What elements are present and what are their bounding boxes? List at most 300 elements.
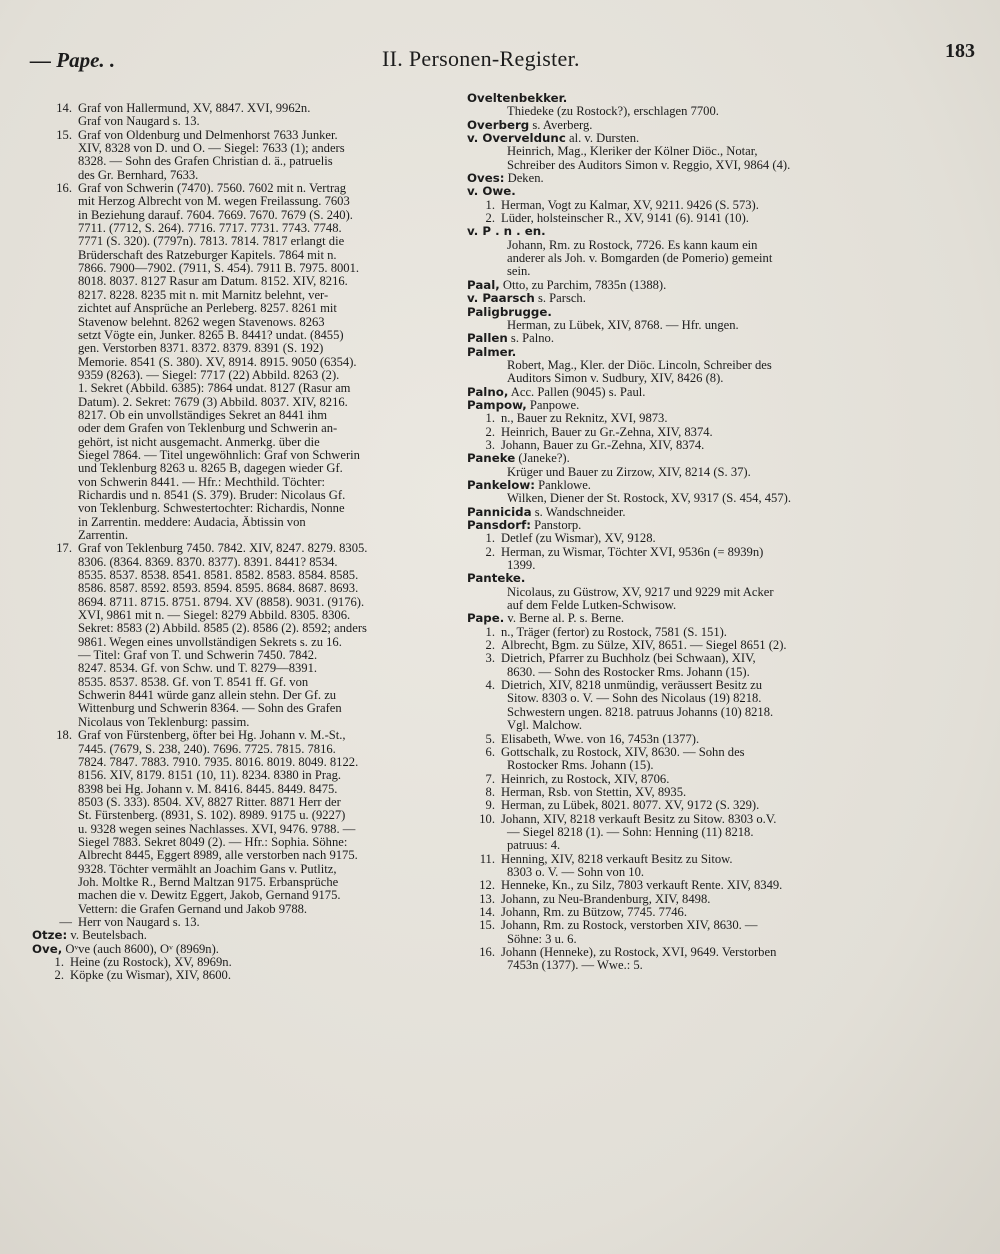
surname-text: v. Beutelsbach. bbox=[67, 929, 147, 943]
surname-line bbox=[467, 572, 889, 585]
surname-entry bbox=[467, 225, 889, 278]
entry-text: 7771 (S. 320). (7797n). 7813. 7814. 7817 erlangt die bbox=[78, 235, 345, 249]
entry-text: 8503 (S. 333). 8504. XV, 8827 Ritter. 8871 Herr der bbox=[78, 795, 341, 809]
surname-text: Oᵛve (auch 8600), Oᵛ (8969n). bbox=[62, 942, 219, 956]
numbered-item bbox=[467, 412, 889, 425]
entry-text: Memorie. 8541 (S. 380). XV, 8914. 8915. 9050 (6354). bbox=[78, 355, 357, 369]
surname-entry bbox=[467, 332, 889, 345]
numbered-item bbox=[467, 879, 889, 892]
item-number: 9. bbox=[485, 799, 495, 813]
surname-entry bbox=[467, 172, 889, 185]
entry-line bbox=[32, 756, 460, 769]
surname-heading: v. P . n . en. bbox=[467, 225, 546, 239]
surname-text: s. Parsch. bbox=[534, 292, 586, 306]
entry-line bbox=[32, 823, 460, 836]
entry-text: — Titel: Graf von T. und Schwerin 7450. 7842. bbox=[78, 649, 318, 663]
item-number: 12. bbox=[479, 879, 495, 893]
entry-text: Schwerin 8441 würde ganz allein stehn. Der Gf. zu bbox=[78, 689, 337, 703]
register-entry bbox=[32, 916, 460, 929]
surname-heading: Paal, bbox=[467, 278, 500, 292]
entry-number: 15. bbox=[56, 128, 72, 142]
entry-number: 17. bbox=[56, 542, 72, 556]
entry-line bbox=[32, 102, 460, 115]
surname-line bbox=[467, 332, 889, 345]
item-number: 6. bbox=[485, 745, 495, 759]
item-text: Sitow. 8303 o. V. — Sohn des Nicolaus (19) 8218. bbox=[507, 692, 762, 706]
entry-line: Schreiber des Auditors Simon v. Reggio, XVI, 9864 (4). bbox=[507, 158, 791, 172]
entry-text: Datum). 2. Sekret: 7679 (3) Abbild. 8037. XIV, 8216. bbox=[78, 395, 348, 409]
entry-line bbox=[32, 302, 460, 315]
item-number: 4. bbox=[485, 679, 495, 693]
entry-text: machen die v. Dewitz Eggert, Jakob, Gernand 9175. bbox=[78, 889, 341, 903]
entry-text: setzt Vögte ein, Junker. 8265 B. 8441? undat. (8455) bbox=[78, 328, 344, 342]
entry-line bbox=[32, 329, 460, 342]
item-text: Schwestern ungen. 8218. patruus Johanns (10) 8218. bbox=[507, 705, 774, 719]
entry-text: 8217. Ob ein unvollständiges Sekret an 8441 ihm bbox=[78, 408, 328, 422]
entry-number: — bbox=[59, 915, 72, 929]
item-number: 5. bbox=[485, 732, 495, 746]
item-text: patruus: 4. bbox=[507, 839, 561, 853]
entry-text: 8306. (8364. 8369. 8370. 8377). 8391. 8441? 8534. bbox=[78, 555, 338, 569]
page-header bbox=[30, 40, 975, 76]
numbered-item bbox=[467, 679, 889, 692]
surname-line bbox=[467, 225, 889, 238]
entry-line bbox=[32, 289, 460, 302]
surname-line bbox=[467, 92, 889, 105]
entry-text: Zarrentin. bbox=[78, 529, 128, 542]
item-text: Lüder, holsteinscher R., XV, 9141 (6). 9141 (10). bbox=[501, 212, 749, 226]
numbered-item bbox=[32, 969, 460, 982]
surname-entry bbox=[467, 292, 889, 305]
numbered-item bbox=[467, 532, 889, 545]
surname-heading: Pankelow: bbox=[467, 478, 535, 492]
surname-text: v. Berne al. P. s. Berne. bbox=[504, 612, 625, 626]
left-column bbox=[32, 102, 460, 983]
entry-text: 8694. 8711. 8715. 8751. 8794. XV (8858). 9031. (9176). bbox=[78, 595, 365, 609]
item-text: Herman, zu Lübek, 8021. 8077. XV, 9172 (S. 329). bbox=[501, 799, 760, 813]
running-head: — Pape. . bbox=[30, 48, 116, 72]
entry-line: Wilken, Diener der St. Rostock, XV, 9317 (S. 454, 457). bbox=[507, 492, 791, 506]
surname-line bbox=[467, 386, 889, 399]
surname-text: (Janeke?). bbox=[515, 452, 570, 466]
register-entry bbox=[32, 542, 460, 729]
surname-text: Panstorp. bbox=[530, 519, 582, 532]
item-text: Johann (Henneke), zu Rostock, XVI, 9649. Verstorben bbox=[501, 946, 777, 959]
surname-line bbox=[467, 172, 889, 185]
numbered-item bbox=[467, 626, 889, 639]
entry-line: Auditors Simon v. Sudbury, XIV, 8426 (8). bbox=[507, 372, 724, 386]
entry-text: Graf von Oldenburg und Delmenhorst 7633 Junker. bbox=[78, 128, 338, 142]
entry-line bbox=[32, 716, 460, 729]
item-text: Johann, Rm. zu Bützow, 7745. 7746. bbox=[501, 905, 687, 919]
entry-text: mit Herzog Albrecht von M. wegen Freilassung. 7603 bbox=[78, 195, 350, 209]
entry-line: auf dem Felde Lutken-Schwisow. bbox=[507, 599, 677, 613]
numbered-item bbox=[467, 826, 889, 839]
entry-text: gen. Verstorben 8371. 8372. 8379. 8391 (S. 192) bbox=[78, 342, 324, 356]
item-number: 2. bbox=[485, 212, 495, 226]
numbered-item bbox=[467, 639, 889, 652]
item-number: 14. bbox=[479, 905, 495, 919]
surname-entry bbox=[467, 572, 889, 612]
entry-line bbox=[32, 569, 460, 582]
numbered-item bbox=[467, 759, 889, 772]
entry-line bbox=[32, 582, 460, 595]
item-text: Johann, zu Neu-Brandenburg, XIV, 8498. bbox=[501, 892, 711, 906]
numbered-item bbox=[467, 853, 889, 866]
surname-line bbox=[467, 506, 889, 519]
surname-line bbox=[467, 279, 889, 292]
surname-heading: Oves: bbox=[467, 172, 505, 186]
entry-line: Thiedeke (zu Rostock?), erschlagen 7700. bbox=[507, 105, 719, 119]
numbered-item bbox=[467, 919, 889, 932]
numbered-item bbox=[467, 946, 889, 959]
entry-text: Graf von Schwerin (7470). 7560. 7602 mit n. Vertrag bbox=[78, 182, 347, 196]
entry-line bbox=[32, 529, 460, 542]
entry-line bbox=[32, 596, 460, 609]
surname-heading: Palno, bbox=[467, 385, 509, 399]
item-text: — Siegel 8218 (1). — Sohn: Henning (11) 8218. bbox=[507, 825, 754, 839]
surname-line bbox=[467, 612, 889, 625]
surname-text: al. v. Dursten. bbox=[565, 132, 640, 146]
entry-line bbox=[32, 422, 460, 435]
entry-line bbox=[32, 169, 460, 182]
entry-line bbox=[32, 702, 460, 715]
entry-line bbox=[32, 676, 460, 689]
numbered-item bbox=[467, 866, 889, 879]
entry-line bbox=[32, 622, 460, 635]
surname-heading: v. Owe. bbox=[467, 185, 516, 199]
entry-text: des Gr. Bernhard, 7633. bbox=[78, 168, 199, 182]
item-number: 13. bbox=[479, 892, 495, 906]
entry-text: XVI, 9861 mit n. — Siegel: 8279 Abbild. 8305. 8306. bbox=[78, 609, 351, 623]
entry-line bbox=[32, 356, 460, 369]
numbered-item bbox=[467, 439, 889, 452]
item-number: 3. bbox=[485, 652, 495, 666]
entry-text: Albrecht 8445, Eggert 8989, alle verstorben nach 9175. bbox=[78, 849, 358, 863]
surname-entry bbox=[467, 452, 889, 479]
entry-line bbox=[32, 489, 460, 502]
item-text: Henneke, Kn., zu Silz, 7803 verkauft Rente. XIV, 8349. bbox=[501, 879, 783, 893]
right-column bbox=[467, 92, 889, 973]
page-number: 183 bbox=[945, 40, 975, 62]
entry-text: Brüderschaft des Ratzeburger Kapitels. 7864 mit n. bbox=[78, 248, 337, 262]
entry-text: oder dem Grafen von Teklenburg und Schwerin an- bbox=[78, 422, 338, 436]
entry-text: u. 9328 wegen seines Nachlasses. XVI, 9476. 9788. — bbox=[78, 822, 356, 836]
surname-entry bbox=[32, 943, 460, 956]
entry-line bbox=[32, 796, 460, 809]
surname-heading: v. Overveldunc bbox=[467, 132, 566, 146]
entry-line bbox=[32, 209, 460, 222]
entry-line bbox=[32, 222, 460, 235]
item-number: 1. bbox=[54, 956, 64, 969]
entry-line bbox=[32, 369, 460, 382]
surname-line bbox=[467, 185, 889, 198]
item-number: 7. bbox=[485, 772, 495, 786]
numbered-item bbox=[467, 933, 889, 946]
surname-entry bbox=[467, 119, 889, 132]
surname-entry bbox=[467, 506, 889, 519]
surname-heading: v. Paarsch bbox=[467, 292, 535, 306]
entry-text: 8156. XIV, 8179. 8151 (10, 11). 8234. 8380 in Prag. bbox=[78, 769, 342, 783]
entry-text: von Schwerin 8441. — Hfr.: Mechthild. Töchter: bbox=[78, 475, 326, 489]
entry-text: 8535. 8537. 8538. 8541. 8581. 8582. 8583. 8584. 8585. bbox=[78, 569, 359, 583]
entry-text: 7824. 7847. 7883. 7910. 7935. 8016. 8019. 8049. 8122. bbox=[78, 755, 359, 769]
entry-text: Graf von Teklenburg 7450. 7842. XIV, 8247. 8279. 8305. bbox=[78, 542, 368, 556]
entry-text: Vettern: die Grafen Gernand und Jakob 9788. bbox=[78, 902, 308, 916]
entry-line: sein. bbox=[507, 265, 531, 279]
entry-line bbox=[32, 876, 460, 889]
register-entry bbox=[32, 729, 460, 916]
numbered-item bbox=[467, 786, 889, 799]
entry-line bbox=[32, 396, 460, 409]
entry-line: Heinrich, Mag., Kleriker der Kölner Diöc., Notar, bbox=[507, 145, 758, 159]
surname-line bbox=[467, 519, 889, 532]
surname-text: Panpowe. bbox=[526, 398, 580, 412]
entry-line bbox=[32, 462, 460, 475]
entry-line bbox=[32, 342, 460, 355]
item-number: 1. bbox=[485, 412, 495, 426]
entry-text: Sekret: 8583 (2) Abbild. 8585 (2). 8586 (2). 8592; anders bbox=[78, 622, 367, 636]
entry-text: Herr von Naugard s. 13. bbox=[78, 915, 200, 929]
register-entry bbox=[32, 102, 460, 129]
entry-number: 14. bbox=[56, 102, 72, 115]
surname-entry bbox=[467, 185, 889, 225]
entry-text: in Beziehung darauf. 7604. 7669. 7670. 7679 (S. 240). bbox=[78, 208, 353, 222]
item-number: 15. bbox=[479, 919, 495, 933]
entry-line bbox=[32, 743, 460, 756]
entry-line bbox=[32, 449, 460, 462]
entry-line bbox=[32, 182, 460, 195]
surname-heading: Pampow, bbox=[467, 398, 527, 412]
entry-line bbox=[32, 249, 460, 262]
item-text: Herman, Vogt zu Kalmar, XV, 9211. 9426 (S. 573). bbox=[501, 198, 759, 212]
item-text: Herman, Rsb. von Stettin, XV, 8935. bbox=[501, 785, 687, 799]
item-number: 11. bbox=[479, 852, 495, 866]
item-text: Köpke (zu Wismar), XIV, 8600. bbox=[70, 969, 231, 983]
entry-line bbox=[32, 316, 460, 329]
entry-text: 9861. Wegen eines unvollständigen Sekrets s. zu 16. bbox=[78, 635, 342, 649]
entry-line bbox=[32, 155, 460, 168]
item-text: n., Träger (fertor) zu Rostock, 7581 (S. 151). bbox=[501, 625, 727, 639]
numbered-item bbox=[467, 559, 889, 572]
item-number: 2. bbox=[485, 545, 495, 559]
item-text: Johann, Bauer zu Gr.-Zehna, XIV, 8374. bbox=[501, 438, 705, 452]
item-text: n., Bauer zu Reknitz, XVI, 9873. bbox=[501, 412, 668, 426]
item-text: Rostocker Rms. Johann (15). bbox=[507, 759, 654, 773]
item-text: Heinrich, Bauer zu Gr.-Zehna, XIV, 8374. bbox=[501, 425, 713, 439]
entry-text: 8398 bei Hg. Johann v. M. 8416. 8445. 8449. 8475. bbox=[78, 782, 338, 796]
entry-text: zichtet auf Ansprüche an Perleberg. 8257. 8261 mit bbox=[78, 302, 337, 316]
surname-heading: Pannicida bbox=[467, 505, 532, 519]
entry-number: 18. bbox=[56, 729, 72, 743]
item-number: 2. bbox=[485, 639, 495, 653]
entry-text: gehört, ist nicht ausgemacht. Anmerkg. über die bbox=[78, 435, 320, 449]
surname-line bbox=[467, 306, 889, 319]
item-text: Dietrich, XIV, 8218 unmündig, veräussert Besitz zu bbox=[501, 679, 763, 693]
entry-line bbox=[32, 436, 460, 449]
item-text: Söhne: 3 u. 6. bbox=[507, 932, 577, 946]
entry-text: 8535. 8537. 8538. Gf. von T. 8541 ff. Gf. von bbox=[78, 675, 309, 689]
item-text: Herman, zu Wismar, Töchter XVI, 9536n (= 8939n) bbox=[501, 545, 764, 559]
entry-number: 16. bbox=[56, 182, 72, 196]
surname-text: Panklowe. bbox=[534, 478, 591, 492]
numbered-item bbox=[467, 799, 889, 812]
surname-heading: Palmer. bbox=[467, 345, 517, 359]
entry-text: Nicolaus von Teklenburg: passim. bbox=[78, 715, 250, 729]
item-text: Elisabeth, Wwe. von 16, 7453n (1377). bbox=[501, 732, 700, 746]
entry-line: Herman, zu Lübek, XIV, 8768. — Hfr. ungen. bbox=[507, 318, 739, 332]
surname-entry bbox=[32, 929, 460, 942]
entry-text: 7866. 7900—7902. (7911, S. 454). 7911 B. 7975. 8001. bbox=[78, 262, 360, 276]
surname-heading: Paligbrugge. bbox=[467, 305, 552, 319]
entry-line bbox=[32, 809, 460, 822]
entry-line bbox=[32, 889, 460, 902]
entry-line bbox=[32, 115, 460, 128]
surname-text: Otto, zu Parchim, 7835n (1388). bbox=[499, 278, 667, 292]
item-number: 3. bbox=[485, 438, 495, 452]
item-text: Henning, XIV, 8218 verkauft Besitz zu Sitow. bbox=[501, 852, 733, 866]
numbered-item bbox=[467, 212, 889, 225]
entry-line bbox=[32, 129, 460, 142]
surname-entry bbox=[467, 479, 889, 506]
numbered-item bbox=[467, 719, 889, 732]
entry-line bbox=[32, 662, 460, 675]
numbered-item bbox=[467, 773, 889, 786]
entry-text: 8217. 8228. 8235 mit n. mit Marnitz belehnt, ver- bbox=[78, 288, 329, 302]
entry-text: 9328. Töchter vermählt an Joachim Gans v. Putlitz, bbox=[78, 862, 337, 876]
entry-text: 8018. 8037. 8127 Rasur am Datum. 8152. XIV, 8216. bbox=[78, 275, 348, 289]
item-number: 10. bbox=[479, 812, 495, 826]
item-number: 16. bbox=[479, 946, 495, 959]
entry-line bbox=[32, 556, 460, 569]
surname-line bbox=[467, 292, 889, 305]
item-text: Heinrich, zu Rostock, XIV, 8706. bbox=[501, 772, 670, 786]
numbered-item bbox=[467, 959, 889, 972]
entry-line bbox=[32, 729, 460, 742]
entry-line bbox=[32, 409, 460, 422]
entry-text: Siegel 7864. — Titel ungewöhnlich: Graf von Schwerin bbox=[78, 448, 360, 462]
surname-entry bbox=[467, 519, 889, 572]
entry-text: und Teklenburg 8263 u. 8265 B, dagegen wieder Gf. bbox=[78, 462, 343, 476]
numbered-item bbox=[467, 546, 889, 559]
surname-line bbox=[467, 119, 889, 132]
entry-line bbox=[32, 783, 460, 796]
entry-line bbox=[32, 636, 460, 649]
entry-line bbox=[32, 689, 460, 702]
surname-heading: Panteke. bbox=[467, 572, 526, 586]
entry-text: 8328. — Sohn des Grafen Christian d. ä., patruelis bbox=[78, 155, 333, 169]
surname-heading: Overberg bbox=[467, 118, 530, 132]
item-number: 1. bbox=[485, 532, 495, 546]
surname-text: s. Averberg. bbox=[529, 118, 593, 132]
item-text: 8303 o. V. — Sohn von 10. bbox=[507, 865, 645, 879]
entry-line bbox=[32, 235, 460, 248]
item-text: Detlef (zu Wismar), XV, 9128. bbox=[501, 532, 656, 546]
entry-line: anderer als Joh. v. Bomgarden (de Pomerio) gemeint bbox=[507, 252, 773, 266]
entry-text: 8247. 8534. Gf. von Schw. und T. 8279—8391. bbox=[78, 662, 318, 676]
entry-line bbox=[32, 476, 460, 489]
surname-heading: Pallen bbox=[467, 332, 508, 346]
item-text: Vgl. Malchow. bbox=[507, 719, 583, 733]
entry-line bbox=[32, 542, 460, 555]
numbered-item bbox=[467, 199, 889, 212]
entry-text: Wittenburg und Schwerin 8364. — Sohn des Grafen bbox=[78, 702, 342, 716]
surname-line bbox=[467, 346, 889, 359]
entry-text: 8586. 8587. 8592. 8593. 8594. 8595. 8684. 8687. 8693. bbox=[78, 582, 359, 596]
numbered-item bbox=[467, 706, 889, 719]
entry-line bbox=[32, 849, 460, 862]
surname-entry bbox=[467, 92, 889, 119]
register-entry bbox=[32, 182, 460, 542]
item-text: Johann, Rm. zu Rostock, verstorben XIV, 8630. — bbox=[501, 919, 758, 933]
item-text: 7453n (1377). — Wwe.: 5. bbox=[507, 959, 643, 973]
surname-heading: Oveltenbekker. bbox=[467, 92, 568, 105]
surname-heading: Ove, bbox=[32, 942, 63, 956]
entry-line bbox=[32, 502, 460, 515]
numbered-item bbox=[467, 426, 889, 439]
entry-text: 7445. (7679, S. 238, 240). 7696. 7725. 7815. 7816. bbox=[78, 742, 336, 756]
numbered-item bbox=[467, 839, 889, 852]
item-number: 1. bbox=[485, 198, 495, 212]
entry-line bbox=[32, 275, 460, 288]
item-number: 2. bbox=[485, 425, 495, 439]
item-number: 1. bbox=[485, 625, 495, 639]
numbered-item bbox=[467, 692, 889, 705]
item-text: Heine (zu Rostock), XV, 8969n. bbox=[70, 956, 232, 969]
entry-line bbox=[32, 195, 460, 208]
entry-text: 7711. (7712, S. 264). 7716. 7717. 7731. 7743. 7748. bbox=[78, 222, 342, 236]
entry-line bbox=[32, 142, 460, 155]
entry-line: Johann, Rm. zu Rostock, 7726. Es kann kaum ein bbox=[507, 238, 758, 252]
entry-text: 1. Sekret (Abbild. 6385): 7864 undat. 8127 (Rasur am bbox=[78, 382, 351, 396]
entry-line bbox=[32, 863, 460, 876]
entry-text: St. Fürstenberg. (8931, S. 102). 8989. 9175 u. (9227) bbox=[78, 809, 346, 823]
item-text: 8630. — Sohn des Rostocker Rms. Johann (15). bbox=[507, 665, 750, 679]
item-number: 2. bbox=[54, 969, 64, 983]
entry-line bbox=[32, 836, 460, 849]
item-text: Johann, XIV, 8218 verkauft Besitz zu Sitow. 8303 o.V. bbox=[501, 812, 777, 826]
numbered-item bbox=[467, 733, 889, 746]
surname-entry bbox=[467, 279, 889, 292]
entry-text: Graf von Hallermund, XV, 8847. XVI, 9962n. bbox=[78, 102, 311, 115]
item-text: 1399. bbox=[507, 559, 536, 573]
surname-line bbox=[467, 399, 889, 412]
item-text: Gottschalk, zu Rostock, XIV, 8630. — Sohn des bbox=[501, 745, 745, 759]
numbered-item bbox=[467, 893, 889, 906]
numbered-item bbox=[467, 813, 889, 826]
item-number: 8. bbox=[485, 785, 495, 799]
surname-line bbox=[467, 479, 889, 492]
entry-text: Siegel 7883. Sekret 8049 (2). — Hfr.: Sophia. Söhne: bbox=[78, 835, 348, 849]
entry-line: Nicolaus, zu Güstrow, XV, 9217 und 9229 mit Acker bbox=[507, 585, 774, 599]
surname-heading: Pape. bbox=[467, 612, 505, 626]
numbered-item bbox=[467, 906, 889, 919]
surname-text: Acc. Pallen (9045) s. Paul. bbox=[508, 385, 646, 399]
entry-text: in Zarrentin. meddere: Audacia, Äbtissin von bbox=[78, 515, 306, 529]
numbered-item bbox=[467, 746, 889, 759]
entry-text: Graf von Naugard s. 13. bbox=[78, 115, 200, 129]
entry-text: von Teklenburg. Schwestertochter: Richardis, Nonne bbox=[78, 502, 345, 516]
entry-text: XIV, 8328 von D. und O. — Siegel: 7633 (1); anders bbox=[78, 142, 345, 156]
entry-line bbox=[32, 769, 460, 782]
entry-text: Stavenow belehnt. 8262 wegen Stavenows. 8263 bbox=[78, 315, 325, 329]
section-title: II. Personen-Register. bbox=[382, 46, 580, 71]
item-text: Albrecht, Bgm. zu Sülze, XIV, 8651. — Siegel 8651 (2). bbox=[501, 639, 787, 653]
numbered-item bbox=[467, 652, 889, 665]
entry-line: Krüger und Bauer zu Zirzow, XIV, 8214 (S. 37). bbox=[507, 465, 751, 479]
register-entry bbox=[32, 129, 460, 182]
entry-line bbox=[32, 262, 460, 275]
